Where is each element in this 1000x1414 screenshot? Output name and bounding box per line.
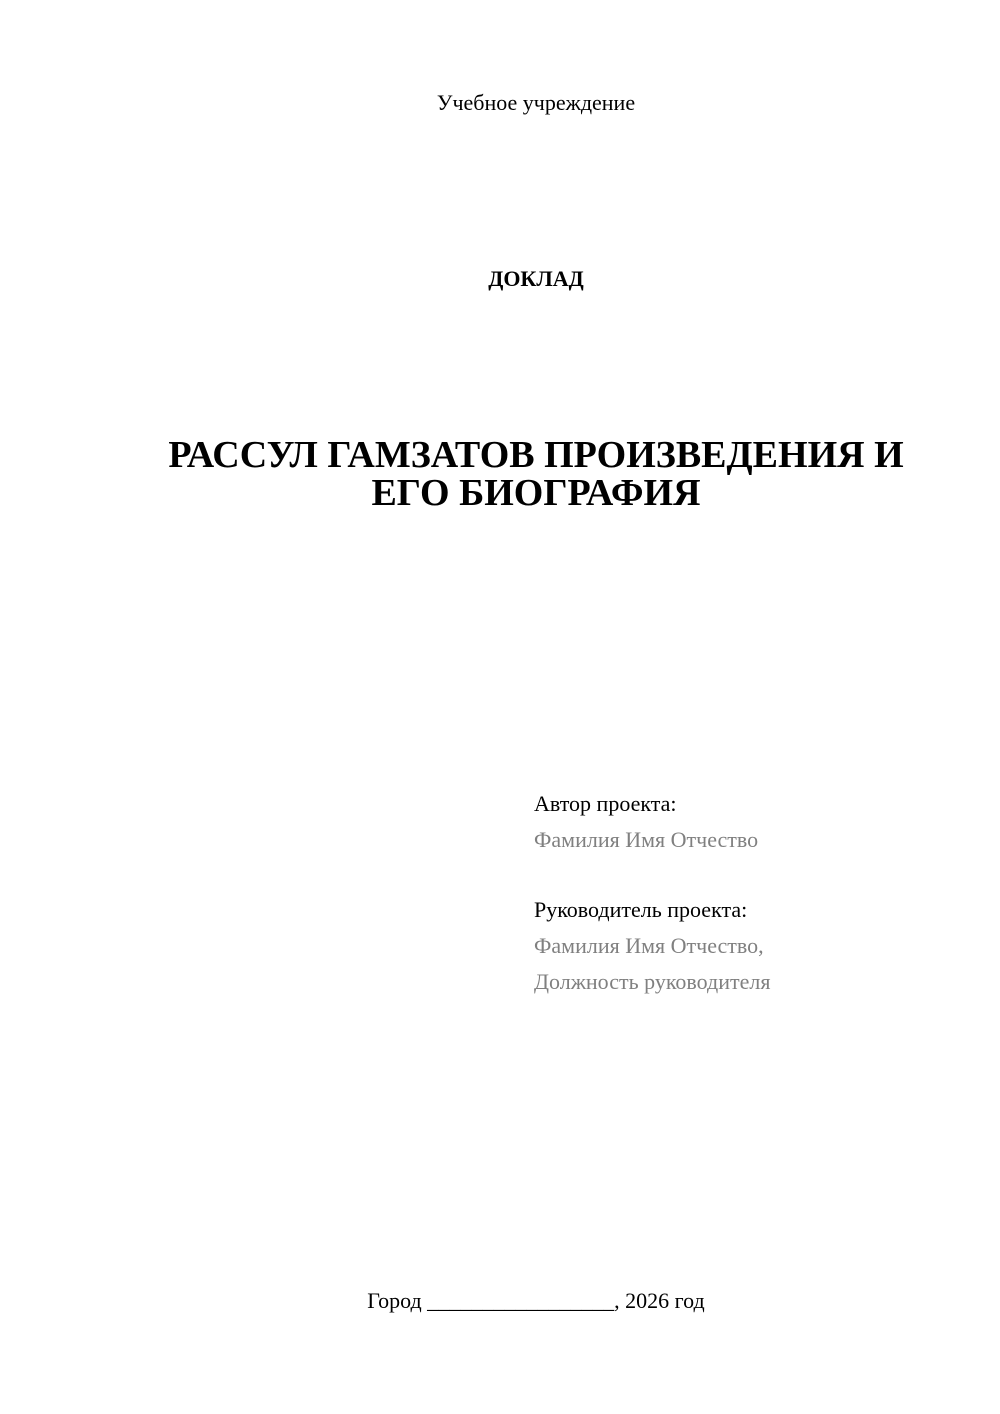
supervisor-name: Фамилия Имя Отчество, bbox=[534, 933, 764, 958]
section-spacer bbox=[534, 858, 974, 892]
document-title-line-2: ЕГО БИОГРАФИЯ bbox=[371, 472, 701, 514]
institution-name: Учебное учреждение bbox=[436, 90, 636, 115]
document-type: ДОКЛАД bbox=[488, 266, 584, 291]
document-title bbox=[120, 436, 952, 512]
project-people-block bbox=[534, 786, 974, 1000]
author-name: Фамилия Имя Отчество bbox=[534, 827, 759, 852]
supervisor-position: Должность руководителя bbox=[534, 969, 771, 994]
author-label: Автор проекта: bbox=[534, 791, 677, 816]
supervisor-label: Руководитель проекта: bbox=[534, 897, 748, 922]
city-year-line: Город _________________, 2026 год bbox=[367, 1288, 705, 1313]
document-title-line-1: РАССУЛ ГАМЗАТОВ ПРОИЗВЕДЕНИЯ И bbox=[168, 434, 904, 476]
